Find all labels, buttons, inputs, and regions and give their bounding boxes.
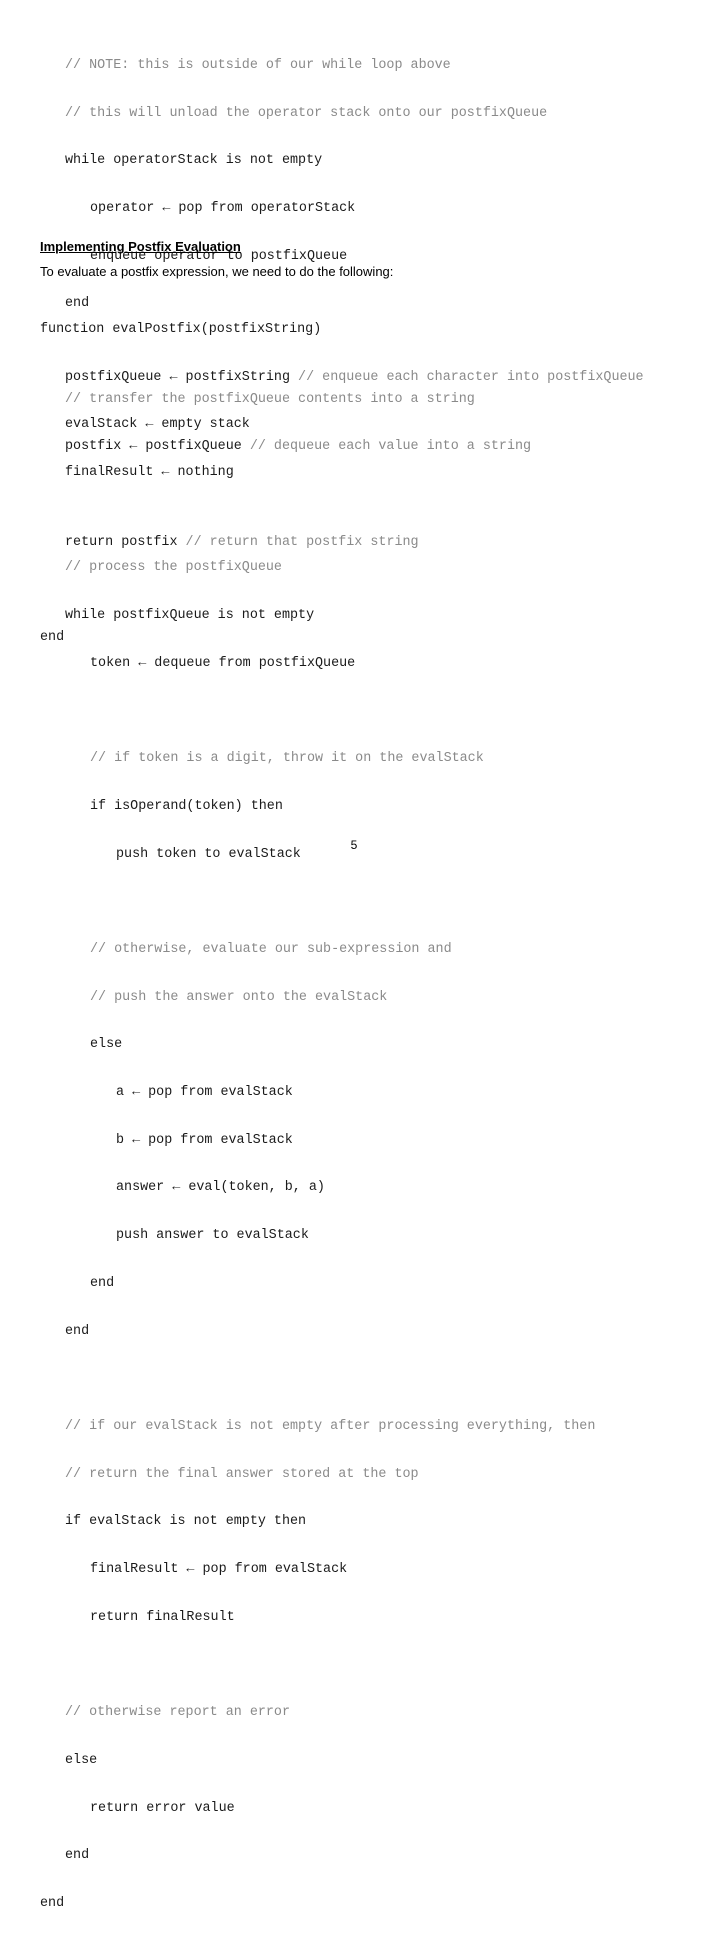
code-line: answer ← eval(token, b, a) [116, 1180, 325, 1196]
code-line: else [65, 1752, 98, 1768]
code-line [0, 1658, 708, 1674]
code-line [0, 1371, 708, 1387]
code-line: // transfer the postfixQueue contents into a string [65, 391, 475, 407]
code-line: // if token is a digit, throw it on the evalStack [90, 751, 484, 767]
code-line: end [40, 630, 65, 646]
code-line: end [40, 1896, 65, 1912]
code-line [0, 513, 708, 529]
code-line: if isOperand(token) then [90, 798, 283, 814]
code-line: postfixQueue ← postfixString // enqueue each character into postfixQueue [65, 369, 644, 385]
code-line: // if our evalStack is not empty after processing everything, then [65, 1418, 596, 1434]
code-line [0, 703, 708, 719]
code-block-eval-postfix [0, 290, 708, 1944]
code-line: return error value [90, 1800, 235, 1816]
code-line [0, 894, 708, 910]
code-line: return postfix // return that postfix string [65, 534, 419, 550]
code-line: else [90, 1037, 123, 1053]
code-line: push token to evalStack [116, 846, 301, 862]
code-line: operator ← pop from operatorStack [90, 200, 356, 216]
code-line: // otherwise, evaluate our sub-expression and [90, 941, 452, 957]
code-line: // NOTE: this is outside of our while loop above [65, 57, 451, 73]
code-line: enqueue operator to postfixQueue [90, 248, 348, 264]
code-line: // otherwise report an error [65, 1705, 290, 1721]
code-line: function evalPostfix(postfixString) [40, 321, 322, 337]
code-line: evalStack ← empty stack [65, 417, 250, 433]
code-line: // push the answer onto the evalStack [90, 989, 388, 1005]
code-line: a ← pop from evalStack [116, 1085, 293, 1101]
code-line: return finalResult [90, 1609, 235, 1625]
code-line: finalResult ← nothing [65, 464, 234, 480]
code-line: // process the postfixQueue [65, 560, 282, 576]
code-line: // return the final answer stored at the top [65, 1466, 419, 1482]
code-line: end [65, 1323, 90, 1339]
code-line: finalResult ← pop from evalStack [90, 1562, 348, 1578]
code-line: token ← dequeue from postfixQueue [90, 655, 356, 671]
code-line: // this will unload the operator stack onto our postfixQueue [65, 105, 548, 121]
code-line: while postfixQueue is not empty [65, 608, 315, 624]
code-line: end [65, 1848, 90, 1864]
code-line: end [90, 1275, 115, 1291]
code-line: b ← pop from evalStack [116, 1132, 293, 1148]
code-line: while operatorStack is not empty [65, 153, 323, 169]
code-line: push answer to evalStack [116, 1228, 309, 1244]
section-heading: Implementing Postfix Evaluation [40, 239, 241, 254]
code-line: postfix ← postfixQueue // dequeue each value into a string [65, 439, 532, 455]
code-line: end [65, 296, 90, 312]
intro-paragraph: To evaluate a postfix expression, we need to do the following: [40, 264, 394, 279]
page-number: 5 [350, 838, 358, 852]
code-line: if evalStack is not empty then [65, 1514, 307, 1530]
